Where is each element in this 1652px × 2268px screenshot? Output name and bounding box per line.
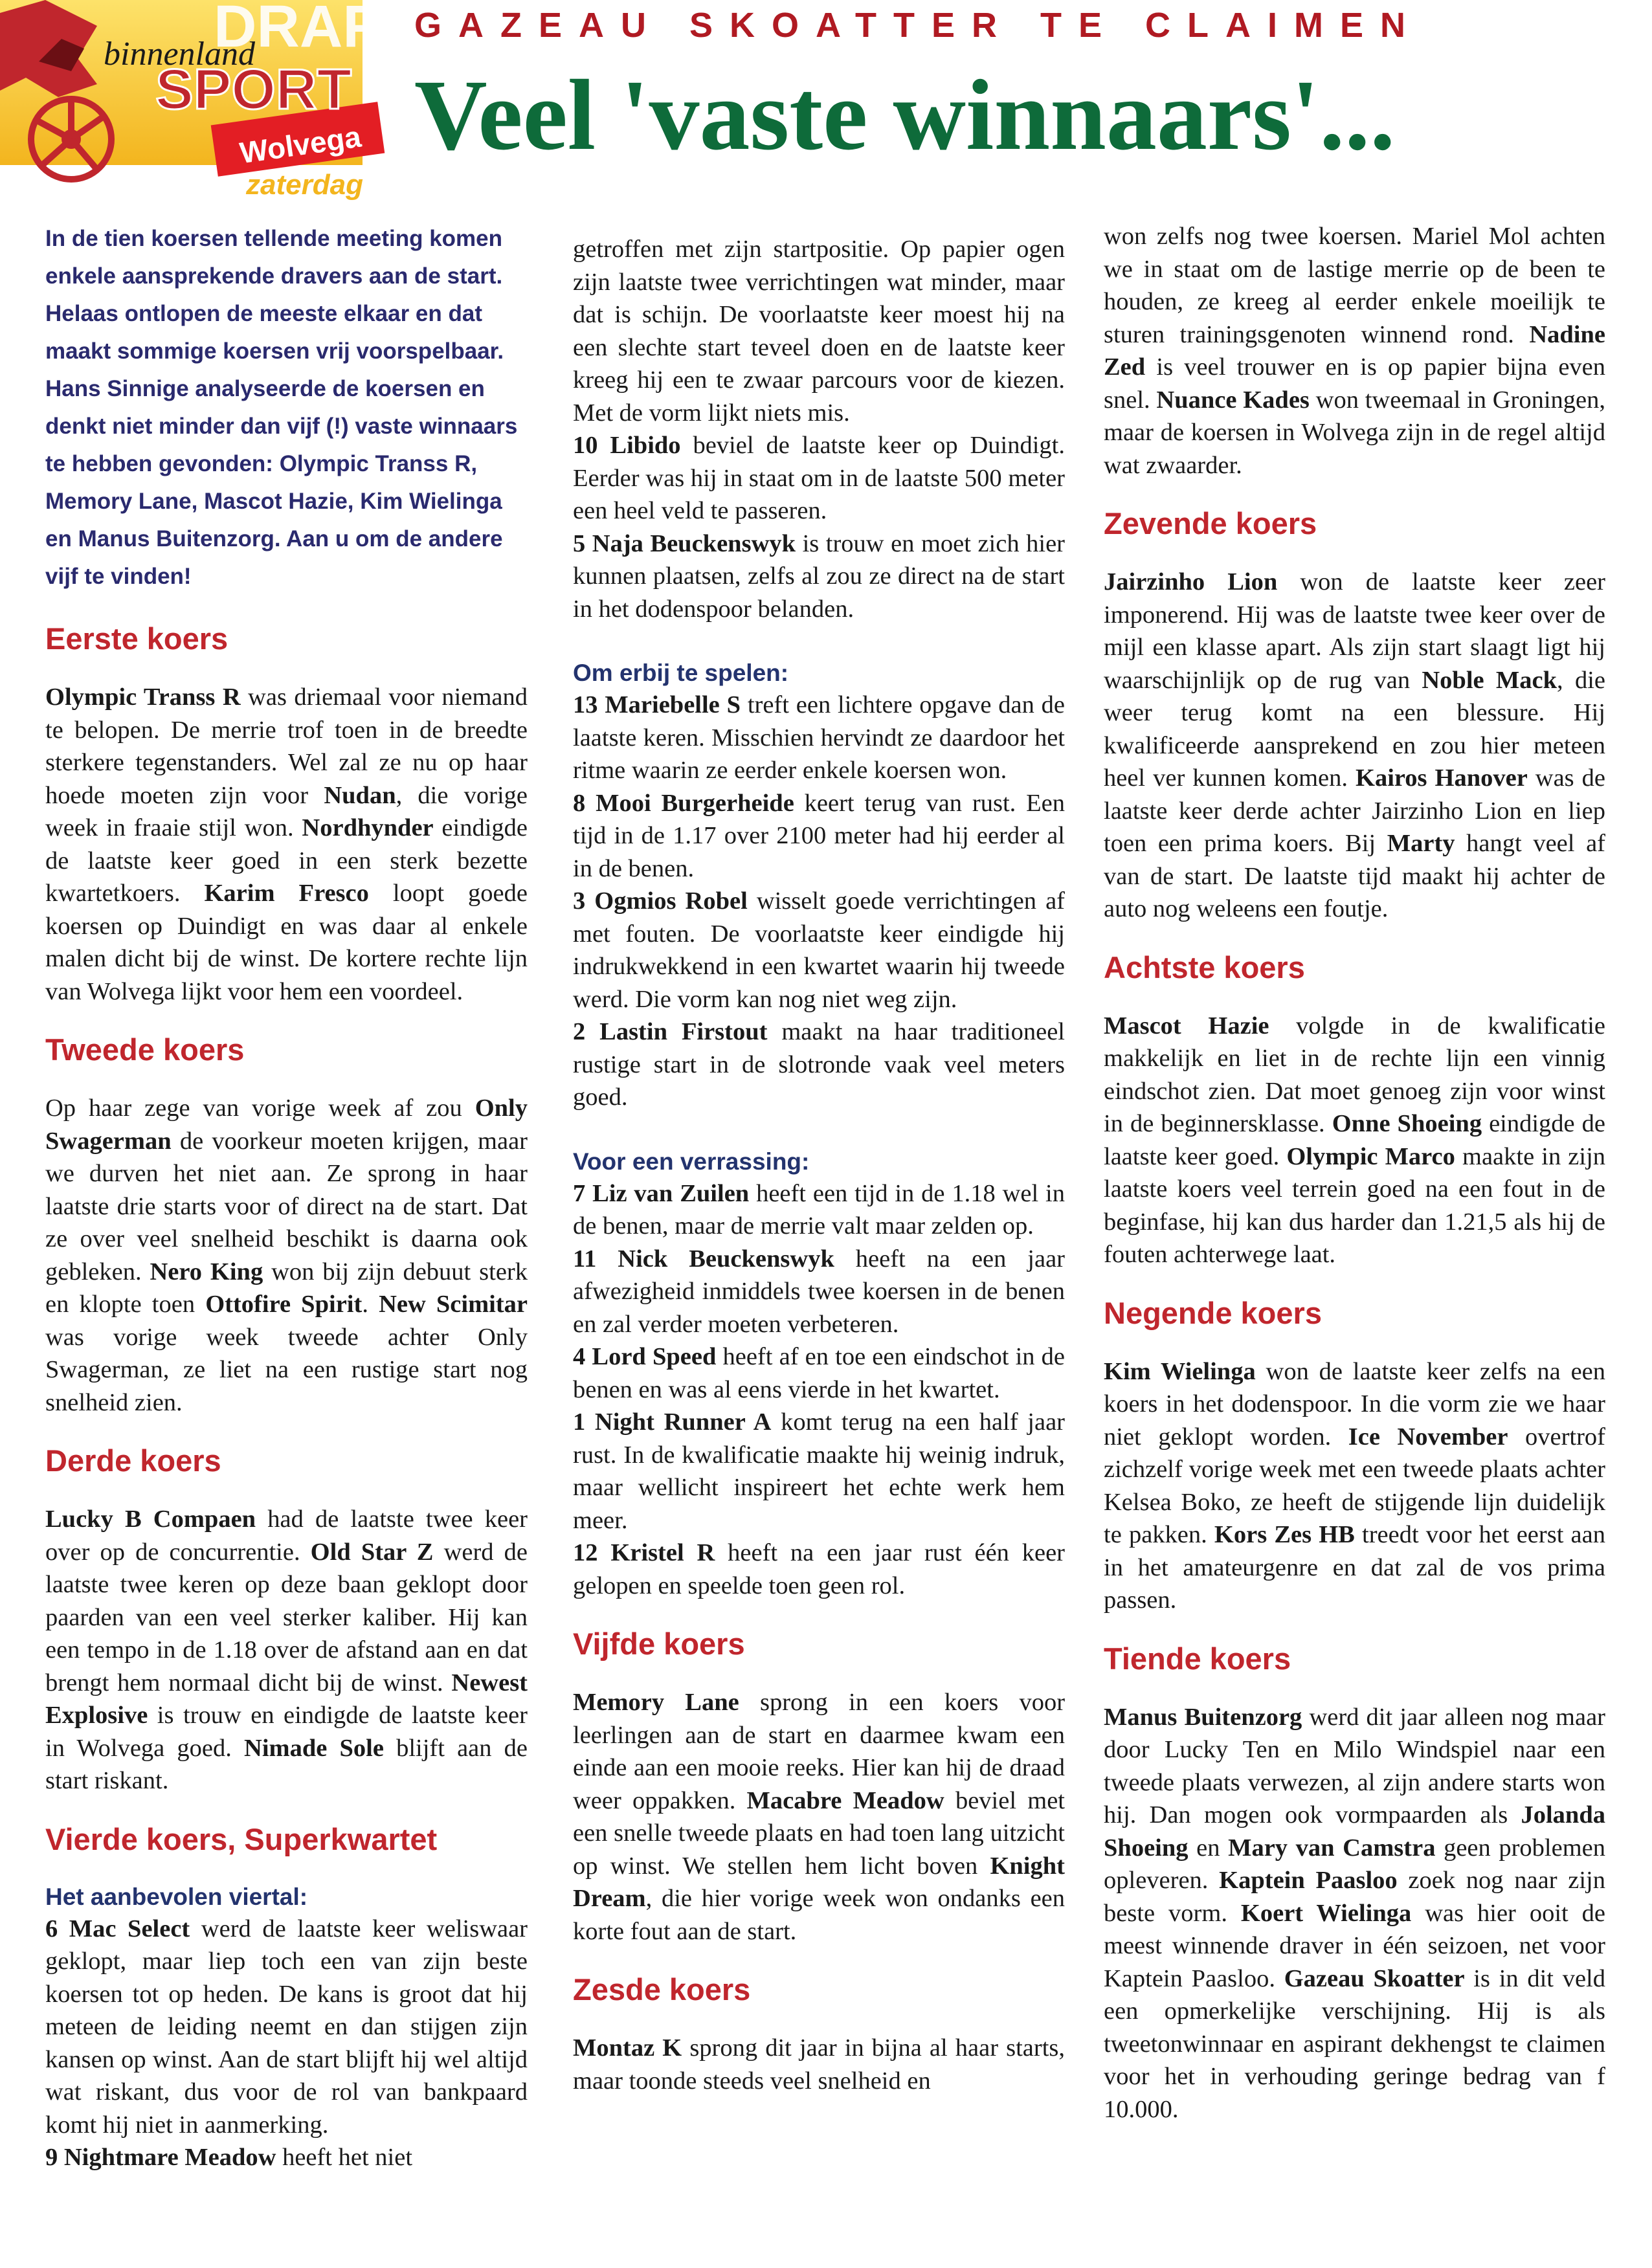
body-paragraph	[573, 1340, 1065, 1406]
text-run: was de laatste keer derde achter Jairzinho Lion en liep toen een prima koers. Bij	[1104, 764, 1605, 858]
text-run: is trouw en eindigde de laatste keer in Wolvega goed.	[45, 1702, 528, 1762]
horse-name: Nimade Sole	[244, 1734, 384, 1762]
horse-name: Nudan	[324, 781, 396, 809]
body-paragraph	[573, 1537, 1065, 1602]
body-paragraph	[573, 2032, 1065, 2097]
text-run: maakt na haar traditioneel rustige start in de slotronde vaak veel meters goed.	[573, 1018, 1065, 1111]
horse-name: Nadine Zed	[1104, 320, 1605, 381]
body-paragraph	[1104, 1355, 1605, 1617]
logo-day: zaterdag	[246, 169, 363, 201]
text-run: won de laatste keer zeer imponerend. Hij was de laatste twee keer over de mijl een klasse apart. Als zijn start slaagt ligt hij waarschijnlijk op de rug van	[1104, 568, 1605, 694]
text-run: werd de laatste keer weliswaar geklopt, maar liep toch een van zijn beste koersen tot op heden. De kans is groot dat hij meteen de leiding neemt en dan stijgen zijn kansen op winst. Aan de start blijft hij wel altijd wat riskant, dus voor de rol van bankpaard komt hij niet in aanmerking.	[45, 1915, 528, 2139]
body-paragraph	[573, 233, 1065, 429]
column-3	[1104, 220, 1605, 2268]
body-paragraph	[573, 1177, 1065, 1243]
text-run: won de laatste keer zelfs na een koers in het dodenspoor. In die vorm zie we haar niet geklopt worden.	[1104, 1357, 1605, 1451]
horse-name: Mary van Camstra	[1228, 1834, 1436, 1862]
horse-name: 4 Lord Speed	[573, 1343, 717, 1371]
text-run: heeft af en toe een eindschot in de benen en was al eens vierde in het kwartet.	[573, 1343, 1065, 1403]
text-run: was driemaal voor niemand te belopen. De merrie trof toen in de breedte sterkere tegenstanders. Wel zal ze nu op haar hoede moeten zijn voor	[45, 684, 528, 809]
text-run: sprong in een koers voor leerlingen aan de start en daarmee kwam een einde aan een mooie reeks. Hier kan hij de draad weer oppakken.	[573, 1689, 1065, 1814]
horse-name: Marty	[1387, 830, 1455, 858]
draf-sport-logo	[0, 0, 395, 201]
body-paragraph	[573, 429, 1065, 528]
body-paragraph	[1104, 566, 1605, 926]
text-run: maakte in zijn laatste koers veel terrein goed na een fout in de beginfase, hij kan dus harder dan 1.21,5 als hij de fouten achterwege laat.	[1104, 1142, 1605, 1269]
logo-brand-top: DRAF	[214, 0, 379, 60]
text-run: .	[362, 1291, 379, 1318]
text-run: had de laatste twee keer over op de concurrentie.	[45, 1506, 528, 1566]
text-run: , die vorige week in fraaie stijl won.	[45, 781, 528, 842]
horse-name: Ice November	[1348, 1423, 1508, 1451]
horse-name: 11 Nick Beuckenswyk	[573, 1245, 834, 1273]
horse-name: Gazeau Skoatter	[1284, 1964, 1465, 1992]
text-run: wisselt goede verrichtingen af met fouten. De voorlaatste keer eindigde hij indrukwekkend in een kwartet waarin hij tweede werd. Die vorm kan nog niet weg zijn.	[573, 887, 1065, 1013]
horse-name: Nuance Kades	[1156, 386, 1310, 414]
text-run: volgde in de kwalificatie makkelijk en liet in de rechte lijn een vinnig eindschot zien. Dat moet genoeg zijn voor winst in de beginnersklasse.	[1104, 1012, 1605, 1138]
text-run: de voorkeur moeten krijgen, maar we durven het niet aan. Ze sprong in haar laatste drie starts voor of direct na de start. Dat ze over veel snelheid beschikt is daarna ook gebleken.	[45, 1127, 528, 1285]
text-run: treft een lichtere opgave dan de laatste keren. Misschien hervindt ze daardoor het ritme waarin ze eerder enkele koersen won.	[573, 691, 1065, 784]
text-run: sprong dit jaar in bijna al haar starts, maar toonde steeds veel snelheid en	[573, 2034, 1065, 2095]
body-paragraph	[573, 1243, 1065, 1341]
text-run: is trouw en moet zich hier kunnen plaatsen, zelfs al zou ze direct na de start in het dodenspoor belanden.	[573, 529, 1065, 623]
text-run: eindigde de laatste keer goed.	[1104, 1110, 1605, 1170]
text-run: , die hier vorige week won ondanks een korte fout aan de start.	[573, 1885, 1065, 1945]
text-run: won tweemaal in Groningen, maar de koersen in Wolvega zijn in de regel altijd wat zwaarder.	[1104, 386, 1605, 479]
horse-name: 3 Ogmios Robel	[573, 887, 748, 915]
text-run: , die weer terug komt na een blessure. Hij kwalificeerde aansprekend en zou hier meteen heel ver kunnen komen.	[1104, 666, 1605, 792]
horse-name: 5 Naja Beuckenswyk	[573, 529, 796, 557]
text-run: won zelfs nog twee koersen. Mariel Mol achten we in staat om de lastige merrie op de been te houden, ze kreeg al eerder enkele moeilijk te sturen trainingsgenoten winnend rond.	[1104, 223, 1605, 348]
column-2	[573, 233, 1065, 2268]
horse-name: Olympic Marco	[1286, 1142, 1455, 1170]
text-run: heeft een tijd in de 1.18 wel in de benen, maar de merrie valt maar zelden op.	[573, 1179, 1065, 1240]
intro-paragraph: In de tien koersen tellende meeting komen enkele aansprekende dravers aan de start. Helaas ontlopen de meeste elkaar en dat maakt sommige koersen vrij voorspelbaar. Hans Sinnige analyseerde de koersen en denkt niet minder dan vijf (!) vaste winnaars te hebben gevonden: Olympic Transs R, Memory Lane, Mascot Hazie, Kim Wielinga en Manus Buitenzorg. Aan u om de andere vijf te vinden!	[45, 226, 518, 589]
text-run: loopt goede koersen op Duindigt en was daar al enkele malen dicht bij de winst. De kortere rechte lijn van Wolvega lijkt voor hem een voordeel.	[45, 880, 528, 1005]
kicker: GAZEAU SKOATTER TE CLAIMEN	[414, 6, 1422, 45]
text-run: beviel de laatste keer op Duindigt. Eerder was hij in staat om in de laatste 500 meter een heel veld te passeren.	[573, 432, 1065, 524]
horse-name: Only Swagerman	[45, 1095, 528, 1155]
text-run: beviel met een snelle tweede plaats en had toen lang uitzicht op winst. We stellen hem licht boven	[573, 1786, 1065, 1880]
body-paragraph	[45, 1503, 528, 1797]
section-heading: Vijfde koers	[573, 1627, 745, 1662]
logo-graphic	[0, 0, 395, 201]
horse-name: Lucky B Compaen	[45, 1506, 256, 1533]
body-paragraph	[1104, 1010, 1605, 1271]
horse-name: Knight Dream	[573, 1852, 1065, 1913]
text-run: en	[1188, 1834, 1229, 1862]
text-run: treedt voor het eerst aan in het amateurgenre en dat zal de vos prima passen.	[1104, 1521, 1605, 1614]
text-run: werd de laatste twee keren op deze baan geklopt door paarden van een veel sterker kaliber. Hij kan een tempo in de 1.18 over de afstand aan en dat brengt hem normaal dicht bij de winst.	[45, 1538, 528, 1696]
horse-name: Nordhynder	[302, 814, 434, 842]
body-paragraph	[573, 689, 1065, 787]
section-heading: Tiende koers	[1104, 1641, 1291, 1676]
horse-name: Jolanda Shoeing	[1104, 1801, 1605, 1862]
text-run: heeft het niet	[276, 2144, 413, 2172]
text-run: keert terug van rust. Een tijd in de 1.17 over 2100 meter had hij eerder al in de benen.	[573, 789, 1065, 882]
text-run: heeft na een jaar rust één keer gelopen en speelde toen geen rol.	[573, 1539, 1065, 1599]
text-run: was vorige week tweede achter Only Swagerman, ze liet na een rustige start nog snelheid zien.	[45, 1323, 528, 1416]
horse-name: Macabre Meadow	[746, 1786, 944, 1814]
text-run: eindigde de laatste keer goed in een sterk bezette kwartetkoers.	[45, 814, 528, 907]
body-paragraph	[1104, 220, 1605, 482]
horse-name: Onne Shoeing	[1332, 1110, 1482, 1138]
horse-name: Jairzinho Lion	[1104, 568, 1278, 596]
section-heading: Derde koers	[45, 1443, 221, 1478]
horse-name: 1 Night Runner A	[573, 1408, 772, 1436]
horse-name: 12 Kristel R	[573, 1539, 715, 1567]
horse-name: Koert Wielinga	[1240, 1899, 1412, 1927]
body-paragraph	[573, 885, 1065, 1016]
body-paragraph	[45, 1913, 528, 2142]
headline: Veel 'vaste winnaars'...	[414, 59, 1396, 171]
text-run: won bij zijn debuut sterk en klopte toen	[45, 1258, 528, 1318]
text-run: is in dit veld een opmerkelijke verschijning. Hij is als tweetonwinnaar en aspirant dekhengst te claimen voor het in verhouding geringe bedrag van f 10.000.	[1104, 1964, 1605, 2123]
body-paragraph	[45, 681, 528, 1008]
horse-name: Memory Lane	[573, 1689, 739, 1717]
text-run: heeft na een jaar afwezigheid inmiddels twee koersen in de benen en zal verder moeten verbeteren.	[573, 1245, 1065, 1338]
text-run: Op haar zege van vorige week af zou	[45, 1095, 475, 1122]
horse-name: 2 Lastin Firstout	[573, 1018, 768, 1046]
body-paragraph	[573, 1016, 1065, 1114]
column-1	[45, 220, 528, 2268]
body-paragraph	[1104, 1701, 1605, 2126]
text-run: is veel trouwer en is op papier bijna even snel.	[1104, 353, 1605, 414]
section-heading: Vierde koers, Superkwartet	[45, 1821, 438, 1856]
horse-name: 13 Mariebelle S	[573, 691, 741, 719]
section-heading: Zesde koers	[573, 1972, 751, 2007]
section-heading: Eerste koers	[45, 621, 229, 656]
horse-name: Newest Explosive	[45, 1669, 528, 1729]
text-run: komt terug na een half jaar rust. In de kwalificatie maakte hij weinig indruk, maar wellicht inspireert het echte werk hem meer.	[573, 1408, 1065, 1534]
horse-name: 6 Mac Select	[45, 1915, 190, 1942]
horse-name: Kairos Hanover	[1356, 764, 1528, 792]
section-heading: Achtste koers	[1104, 950, 1305, 984]
body-paragraph	[573, 1406, 1065, 1537]
horse-name: Nero King	[150, 1258, 263, 1285]
horse-name: Old Star Z	[310, 1538, 434, 1566]
body-paragraph	[45, 1092, 528, 1419]
horse-name: Ottofire Spirit	[205, 1291, 363, 1318]
body-paragraph	[45, 2141, 528, 2174]
text-run: werd dit jaar alleen nog maar door Lucky Ten en Milo Windspiel naar een tweede plaats verwezen, al zijn andere starts won hij. Dan mogen ook vormpaarden als	[1104, 1703, 1605, 1829]
sub-heading: Het aanbevolen viertal:	[45, 1883, 308, 1910]
logo-brand-script: binnenland	[104, 36, 255, 72]
horse-name: Kors Zes HB	[1214, 1521, 1355, 1549]
horse-name: Montaz K	[573, 2034, 682, 2062]
horse-name: Kim Wielinga	[1104, 1357, 1256, 1385]
horse-name: Noble Mack	[1422, 666, 1557, 694]
text-run: zoek nog naar zijn beste vorm.	[1104, 1867, 1605, 1927]
section-heading: Tweede koers	[45, 1032, 245, 1067]
text-run: was hier ooit de meest winnende draver in één seizoen, net voor Kaptein Paasloo.	[1104, 1899, 1605, 1992]
text-run: overtrof zichzelf vorige week met een tweede plaats achter Kelsea Boko, ze heeft de stijgende lijn duidelijk te pakken.	[1104, 1423, 1605, 1549]
body-paragraph	[573, 528, 1065, 626]
text-run: getroffen met zijn startpositie. Op papier ogen zijn laatste twee verrichtingen wat minder, maar dat is schijn. De voorlaatste keer moest hij na een slechte start teveel doen en de laatste keer kreeg hij een te zwaar parcours voor de kiezen. Met de vorm lijkt niets mis.	[573, 236, 1065, 427]
horse-name: 8 Mooi Burgerheide	[573, 789, 794, 817]
horse-name: Mascot Hazie	[1104, 1012, 1269, 1040]
section-heading: Zevende koers	[1104, 506, 1317, 540]
sub-heading: Voor een verrassing:	[573, 1148, 810, 1175]
horse-name: Olympic Transs R	[45, 684, 241, 711]
text-run: geen problemen opleveren.	[1104, 1834, 1605, 1895]
text-run: hangt veel af van de start. De laatste tijd maakt hij achter de auto nog weleens een foutje.	[1104, 830, 1605, 923]
horse-name: 10 Libido	[573, 432, 681, 459]
logo-location: Wolvega	[238, 119, 363, 170]
sub-heading: Om erbij te spelen:	[573, 660, 789, 686]
horse-name: 9 Nightmare Meadow	[45, 2144, 276, 2172]
body-paragraph	[573, 787, 1065, 885]
body-paragraph	[573, 1686, 1065, 1948]
horse-name: 7 Liz van Zuilen	[573, 1179, 750, 1207]
horse-name: Kaptein Paasloo	[1219, 1867, 1398, 1895]
horse-name: Karim Fresco	[204, 880, 369, 907]
logo-brand-bottom: SPORT	[155, 57, 352, 121]
column-1-body	[45, 621, 528, 2174]
horse-name: New Scimitar	[379, 1291, 528, 1318]
section-heading: Negende koers	[1104, 1295, 1322, 1330]
horse-name: Manus Buitenzorg	[1104, 1703, 1302, 1731]
text-run: blijft aan de start riskant.	[45, 1734, 528, 1795]
